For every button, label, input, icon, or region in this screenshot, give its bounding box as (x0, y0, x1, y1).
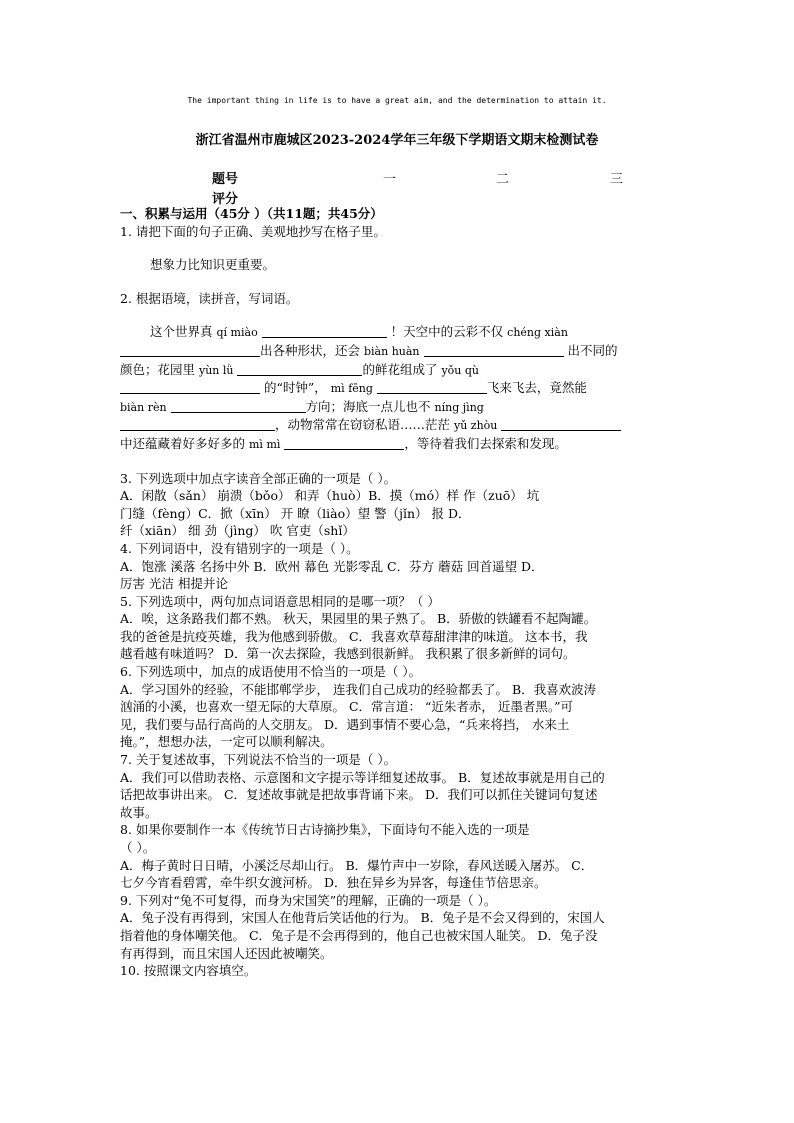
q8-option-line: 七夕今宵看碧霄，牵牛织女渡河桥。 D．独在异乡为异客，每逢佳节倍思亲。 (120, 875, 547, 891)
q1-stem: 1. 请把下面的句子正确、美观地抄写在格子里。 (120, 223, 386, 239)
blank-8[interactable] (120, 417, 275, 431)
q4-option-line: 厉害 光洁 相提并论 (120, 576, 228, 592)
score-table-col-3: 三 (610, 172, 624, 187)
q6-option-line: 汹涌的小溪，也喜欢一望无际的大草原。 C．常言道： “近朱者赤， 近墨者黑。”可 (120, 699, 574, 715)
pinyin-5: yǒu qù (441, 363, 480, 377)
q9-option-line: 指着他的身体嘲笑他。 C．兔子是不会再得到的，他自己也被宋国人耻笑。 D．兔子没 (120, 927, 598, 943)
q5-option-line: A．唉，这条路我们都不熟。 秋天，果园里的果子熟了。 B．骄傲的铁罐看不起陶罐。 (120, 611, 597, 627)
q6-option-line: 掩。”，想想办法，一定可以顺利解决。 (120, 734, 333, 750)
blank-7[interactable] (171, 399, 306, 413)
q6-option-line: 见，我们要与品行高尚的人交朋友。 D．遇到事情不要心急，“兵来将挡， 水来土 (120, 716, 570, 732)
q7-stem: 7. 关于复述故事，下列说法不恰当的一项是（ ）。 (120, 752, 397, 768)
q5-option-line: 我的爸爸是抗疫英雄，我为他感到骄傲。 C．我喜欢草莓甜津津的味道。 这本书，我 (120, 628, 588, 644)
q1-sentence: 想象力比知识更重要。 (150, 257, 276, 273)
q2-stem: 2. 根据语境，读拼音，写词语。 (120, 290, 299, 306)
q2-line-1: 这个世界真 qí miào ！天空中的云彩不仅 chéng xiàn (150, 324, 568, 340)
blank-1[interactable] (262, 324, 387, 338)
blank-3[interactable] (424, 343, 564, 357)
blank-6[interactable] (377, 380, 487, 394)
blank-9[interactable] (501, 417, 621, 431)
q5-stem: 5. 下列选项中，两句加点词语意思相同的是哪一项？（ ） (120, 593, 440, 609)
blank-2[interactable] (120, 343, 260, 357)
score-table-score-label: 评分 (212, 192, 239, 207)
section-1-heading: 一、积累与运用（45分 ）（共11题；共45分） (120, 206, 383, 221)
q2-line-5: biàn rèn 方向；海底一点儿也不 níng jìng (120, 398, 484, 414)
q9-option-line: A．兔子没有再得到，宋国人在他背后笑话他的行为。 B．兔子是不会又得到的，宋国人 (120, 910, 605, 926)
q7-option-line: A．我们可以借助表格、示意图和文字提示等详细复述故事。 B．复述故事就是用自己的 (120, 769, 605, 785)
q3-option-line: 纤（xiān） 细 劲（jìng） 吹 官吏（shǐ） (120, 523, 355, 539)
q2-line-3: 颜色；花园里 yùn lǜ 的鲜花组成了 yǒu qù (120, 361, 480, 377)
score-table-col-2: 二 (496, 172, 510, 187)
q8-option-line: A．梅子黄时日日晴，小溪泛尽却山行。 B．爆竹声中一岁除，春风送暖入屠苏。 C． (120, 857, 594, 873)
q8-stem: 8. 如果你要制作一本《传统节日古诗摘抄集》，下面诗句不能入选的一项是 (120, 822, 530, 838)
q2-line-6: ，动物常常在窃窃私语……茫茫 yǔ zhòu (120, 416, 680, 435)
pinyin-1: qí miào (216, 326, 258, 340)
q10-stem: 10. 按照课文内容填空。 (120, 963, 257, 979)
score-table-col-1: 一 (383, 172, 397, 187)
q6-stem: 6. 下列选项中，加点的成语使用不恰当的一项是（ ）。 (120, 664, 422, 680)
q7-option-line: 话把故事讲出来。 C．复述故事就是把故事背诵下来。 D．我们可以抓住关键词句复述 (120, 787, 598, 803)
exam-content (120, 205, 680, 980)
pinyin-3: biàn huàn (364, 344, 420, 358)
q9-stem: 9. 下列对“兔不可复得，而身为宋国笑”的理解，正确的一项是（ ）。 (120, 892, 497, 908)
q5-option-line: 越看越有味道吗？ D．第一次去探险，我感到很新鲜。 我积累了很多新鲜的词句。 (120, 646, 576, 662)
q4-stem: 4. 下列词语中，没有错别字的一项是（ ）。 (120, 540, 359, 556)
q3-option-line: A．闲散（sǎn） 崩溃（bǒo） 和弄（huò）B．摸（mó）样 作（zuō） 坑 (120, 488, 540, 504)
blank-10[interactable] (284, 436, 404, 450)
q4-option-line: A．饱涨 溪落 名扬中外 B．欧州 幕色 光影零乱 C．芬方 蘑菇 回首遥望 D． (120, 558, 544, 574)
pinyin-7: biàn rèn (120, 400, 167, 414)
q7-option-line: 故事。 (120, 804, 158, 820)
score-table-row-label: 题号 (212, 172, 239, 187)
blank-5[interactable] (120, 380, 260, 394)
q3-stem: 3. 下列选项中加点字读音全部正确的一项是（ ）。 (120, 470, 397, 486)
pinyin-8: níng jìng (434, 400, 484, 414)
q9-option-line: 有再得到，而且宋国人还因此被嘲笑。 (120, 945, 333, 961)
pinyin-6: mì fēng (330, 382, 373, 396)
blank-4[interactable] (237, 362, 362, 376)
q2-line-4: 的“时钟”， mì fēng 飞来飞去，竟然能 (120, 379, 680, 398)
q2-line-7: 中还蕴藏着好多好多的 mì mì ，等待着我们去探索和发现。 (120, 435, 567, 451)
q2-line-2: 出各种形状，还会 biàn huàn 出不同的 (120, 342, 680, 361)
q3-option-line: 门缝（fèng）C．掀（xīn） 开 瞭（liào）望 警（jǐn） 报 D． (120, 505, 471, 521)
pinyin-4: yùn lǜ (199, 363, 234, 377)
pinyin-10: mì mì (249, 437, 281, 451)
q6-option-line: A．学习国外的经验，不能邯郸学步， 连我们自己成功的经验都丢了。 B．我喜欢波涛 (120, 681, 597, 697)
pinyin-2: chéng xiàn (507, 326, 568, 340)
pinyin-9: yǔ zhòu (454, 419, 498, 433)
motto: The important thing in life is to have a great aim, and the determination to attain it. (187, 96, 607, 105)
q8-stem-bracket: （ ）。 (120, 840, 156, 855)
page-title: 浙江省温州市鹿城区2023-2024学年三年级下学期语文期末检测试卷 (195, 133, 599, 148)
